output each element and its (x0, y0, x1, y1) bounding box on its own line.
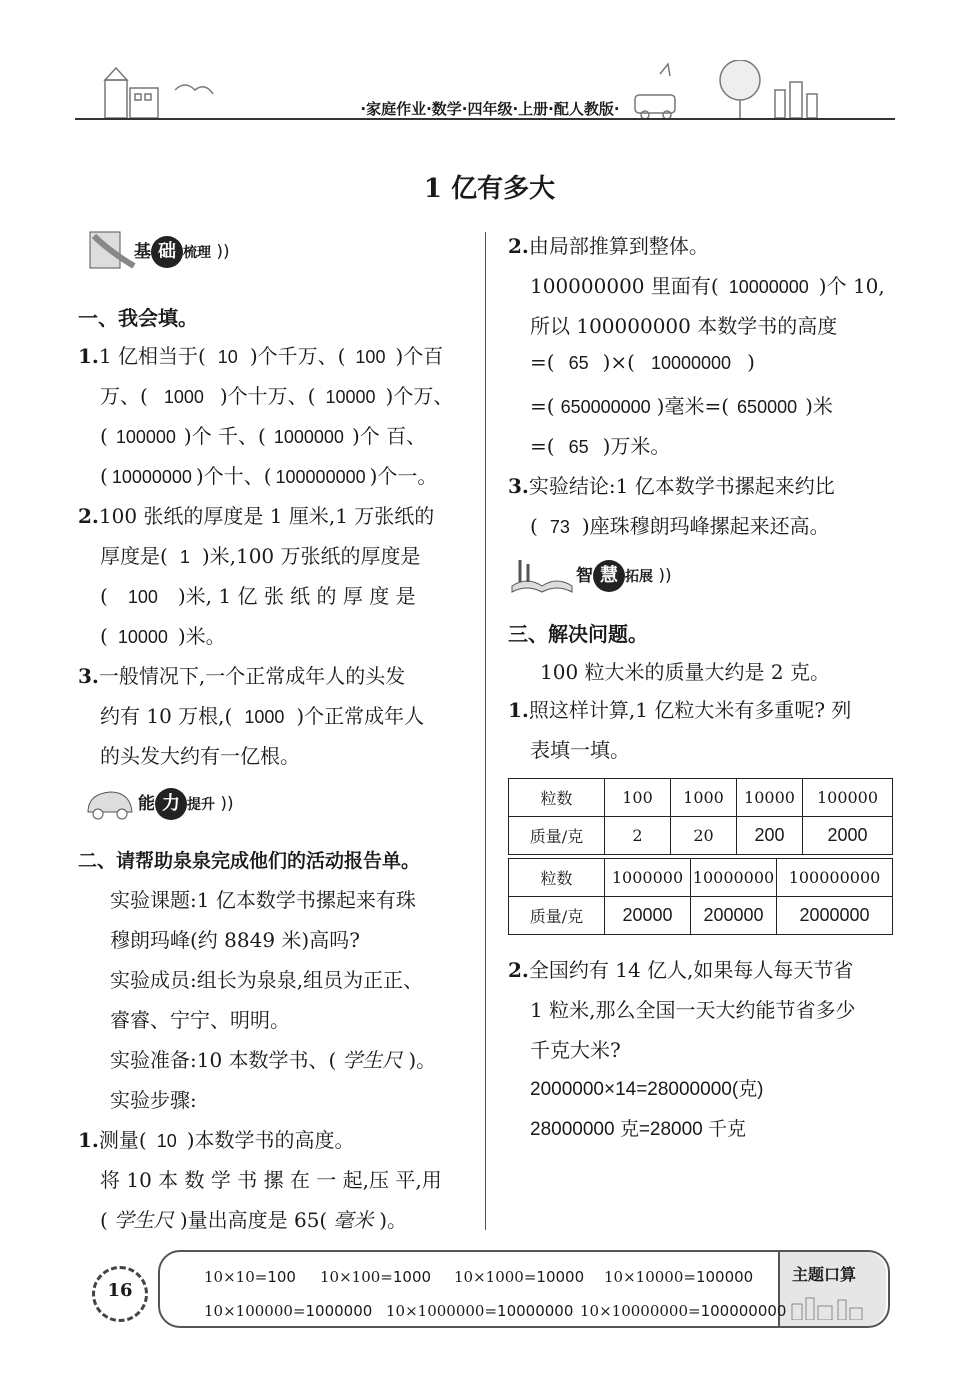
table-cell-answer: 200000 (691, 897, 777, 935)
answer: 100000 (115, 427, 176, 447)
question-number: 1. (508, 698, 529, 722)
topic-line-1: 实验课题:1 亿本数学书摞起来有珠 (110, 888, 416, 912)
table-cell: 粒数 (509, 859, 605, 897)
answer: 65 (568, 353, 589, 373)
text: )毫米=( (656, 394, 730, 418)
table-row (509, 817, 893, 855)
step-2 (508, 230, 908, 480)
text: 所以 100000000 本数学书的高度 (530, 314, 838, 338)
text: )个千万、( (249, 344, 346, 368)
badge-char-1: 能 (138, 794, 155, 814)
text: )万米。 (602, 434, 671, 458)
answer: 10000 (117, 627, 168, 647)
topic-line-2: 穆朗玛峰(约 8849 米)高吗? (110, 928, 360, 952)
text: )个正常成年人 (296, 704, 425, 728)
calc-answer: 1000 (392, 1268, 432, 1286)
steps-label: 实验步骤: (110, 1088, 197, 1112)
text: )×( (602, 350, 635, 374)
badge-char-3: 拓展 (625, 569, 653, 585)
badge-char-2: 础 (151, 236, 183, 268)
text: 1 亿相当于( (98, 344, 206, 368)
question-number: 3. (508, 474, 529, 498)
answer-line-2: 28000000 克=28000 千克 (530, 1119, 747, 1140)
table-cell: 100 (605, 779, 671, 817)
answer: 100000000 (275, 467, 366, 487)
text: 实验准备:10 本数学书、( (110, 1048, 337, 1072)
text: 约有 10 万根,( (100, 704, 233, 728)
calc-answer: 100 (267, 1268, 296, 1286)
answer: 10000000 (650, 353, 732, 373)
answer: 650000 (737, 397, 798, 417)
question-3-1 (508, 694, 908, 774)
calc-item (454, 1268, 584, 1286)
column-divider (485, 232, 486, 1230)
text: )米。 (177, 624, 226, 648)
badge-char-2: 慧 (593, 560, 625, 592)
table-cell: 质量/克 (509, 897, 605, 935)
question-3-2 (508, 954, 908, 1154)
answer: 10 (217, 347, 238, 367)
question-number: 1. (78, 344, 99, 368)
city-skyline-icon (788, 1294, 878, 1320)
mental-math-label-box (778, 1252, 886, 1326)
table-cell: 100000 (803, 779, 893, 817)
answer: 10 (156, 1131, 177, 1151)
text: ( (100, 584, 108, 608)
calc-expr: 10×10= (204, 1268, 268, 1286)
calc-item (604, 1268, 753, 1286)
text: 全国约有 14 亿人,如果每人每天节省 (528, 958, 854, 982)
answer: 10000000 (111, 467, 192, 487)
text: 千克大米? (530, 1038, 621, 1062)
step-3 (508, 470, 908, 550)
badge-char-3: 梳理 (183, 245, 211, 261)
rice-table-1 (508, 778, 893, 855)
answer: 学生尺 (342, 1048, 403, 1072)
calc-item (204, 1268, 296, 1286)
text: )米, 1 亿 张 纸 的 厚 度 是 (177, 584, 416, 608)
question-number: 1. (78, 1128, 99, 1152)
answer: 1000000 (273, 427, 344, 447)
table-cell-answer: 2000000 (777, 897, 893, 935)
answer: 毫米 (333, 1208, 374, 1232)
text: )本数学书的高度。 (186, 1128, 355, 1152)
calc-answer: 1000000 (305, 1302, 373, 1320)
badge-char-2: 力 (155, 788, 187, 820)
text: )个 10, (818, 274, 885, 298)
table-cell: 20 (671, 817, 737, 855)
text: ( (100, 624, 108, 648)
text: 表填一填。 (530, 738, 630, 762)
table-cell: 粒数 (509, 779, 605, 817)
car-icon (82, 784, 142, 824)
text: 一般情况下,一个正常成年人的头发 (98, 664, 406, 688)
text: )米,100 万张纸的厚度是 (201, 544, 421, 568)
calc-expr: 10×10000000= (580, 1302, 701, 1320)
section-heading-1: 一、我会填。 (78, 306, 198, 330)
calc-answer: 10000 (536, 1268, 585, 1286)
text: ( (100, 424, 108, 448)
text: 由局部推算到整体。 (528, 234, 709, 258)
mental-math-label: 主题口算 (792, 1265, 857, 1284)
text: =( (530, 350, 555, 374)
table-cell: 质量/克 (509, 817, 605, 855)
calc-answer: 100000 (695, 1268, 754, 1286)
badge-char-1: 基 (134, 242, 151, 262)
table-cell-answer: 200 (737, 817, 803, 855)
problem-intro: 100 粒大米的质量大约是 2 克。 (540, 660, 830, 684)
calc-answer: 10000000 (497, 1302, 574, 1320)
table-cell: 1000 (671, 779, 737, 817)
table-cell: 10000 (737, 779, 803, 817)
answer: 650000000 (560, 397, 651, 417)
answer: 65 (568, 437, 589, 457)
page-title: 1 亿有多大 (423, 174, 556, 204)
answer: 1000 (163, 387, 204, 407)
text: 1 粒米,那么全国一天大约能节省多少 (530, 998, 856, 1022)
answer: 学生尺 (113, 1208, 174, 1232)
calc-expr: 10×1000= (454, 1268, 537, 1286)
question-number: 2. (508, 234, 529, 258)
text: 厚度是( (100, 544, 168, 568)
answer: 100 (355, 347, 386, 367)
text: ) (747, 350, 755, 374)
text: 万、( (100, 384, 148, 408)
calc-answer: 100000000 (700, 1302, 787, 1320)
badge-char-3: 提升 (187, 797, 215, 813)
text: )个 千、( (183, 424, 266, 448)
calc-expr: 10×10000= (604, 1268, 696, 1286)
text: )。 (408, 1048, 437, 1072)
text: =( (530, 394, 555, 418)
question-1-1 (78, 340, 473, 500)
text: ( (100, 1208, 108, 1232)
page-number: 16 (107, 1280, 133, 1301)
text: 测量( (98, 1128, 147, 1152)
table-cell: 10000000 (691, 859, 777, 897)
calc-expr: 10×1000000= (386, 1302, 498, 1320)
answer: 10000000 (728, 277, 809, 297)
text: ( (530, 514, 538, 538)
text: )个十万、( (219, 384, 316, 408)
text: 将 10 本 数 学 书 摞 在 一 起,压 平,用 (100, 1168, 442, 1192)
table-cell: 2 (605, 817, 671, 855)
table-cell-answer: 2000 (803, 817, 893, 855)
question-number: 3. (78, 664, 99, 688)
section-badge-basic: 基 础 梳理 )) (82, 232, 272, 268)
text: )个万、 (385, 384, 454, 408)
text: )米 (805, 394, 833, 418)
calc-item (580, 1302, 786, 1320)
calc-item (320, 1268, 431, 1286)
open-book-icon (508, 552, 574, 596)
table-row (509, 779, 893, 817)
table-cell-answer: 20000 (605, 897, 691, 935)
table-cell: 100000000 (777, 859, 893, 897)
rice-table-2 (508, 858, 893, 935)
text: 实验结论:1 亿本数学书摞起来约比 (528, 474, 835, 498)
text: )。 (379, 1208, 408, 1232)
text: )个 百、 (351, 424, 427, 448)
text: )个十、( (195, 464, 272, 488)
step-1 (78, 1124, 478, 1244)
question-1-2 (78, 500, 473, 660)
question-number: 2. (78, 504, 99, 528)
section-heading-2: 二、请帮助泉泉完成他们的活动报告单。 (78, 850, 421, 872)
text: 的头发大约有一亿根。 (100, 744, 300, 768)
members-line-1: 实验成员:组长为泉泉,组员为正正、 (110, 968, 424, 992)
answer: 100 (127, 587, 158, 607)
text: 100 张纸的厚度是 1 厘米,1 万张纸的 (98, 504, 435, 528)
answer-line-1: 2000000×14=28000000(克) (530, 1079, 764, 1100)
calc-item (204, 1302, 372, 1320)
section-badge-wisdom: 智 慧 拓展 )) (508, 556, 708, 592)
series-title: ·家庭作业·数学·四年级·上册·配人教版· (360, 100, 620, 118)
text: )量出高度是 65( (179, 1208, 328, 1232)
question-1-3 (78, 660, 473, 780)
text: )个一。 (369, 464, 438, 488)
text: =( (530, 434, 555, 458)
text: ( (100, 464, 108, 488)
table-row (509, 897, 893, 935)
section-badge-ability: 能 力 提升 )) (82, 784, 272, 820)
calc-item (386, 1302, 573, 1320)
calc-expr: 10×100= (320, 1268, 393, 1286)
table-row (509, 859, 893, 897)
text: 100000000 里面有( (530, 274, 719, 298)
report-card (110, 884, 480, 1134)
table-cell: 1000000 (605, 859, 691, 897)
badge-char-1: 智 (576, 566, 593, 586)
members-line-2: 睿睿、宁宁、明明。 (110, 1008, 290, 1032)
header-rule (75, 118, 895, 120)
section-heading-3: 三、解决问题。 (508, 622, 648, 646)
calc-expr: 10×100000= (204, 1302, 306, 1320)
answer: 1 (179, 547, 190, 567)
text: 照这样计算,1 亿粒大米有多重呢? 列 (528, 698, 852, 722)
answer: 10000 (325, 387, 376, 407)
text: )座珠穆朗玛峰摞起来还高。 (581, 514, 830, 538)
answer: 73 (549, 517, 570, 537)
book-icon (82, 226, 142, 276)
question-number: 2. (508, 958, 529, 982)
text: )个百 (395, 344, 444, 368)
answer: 1000 (244, 707, 285, 727)
